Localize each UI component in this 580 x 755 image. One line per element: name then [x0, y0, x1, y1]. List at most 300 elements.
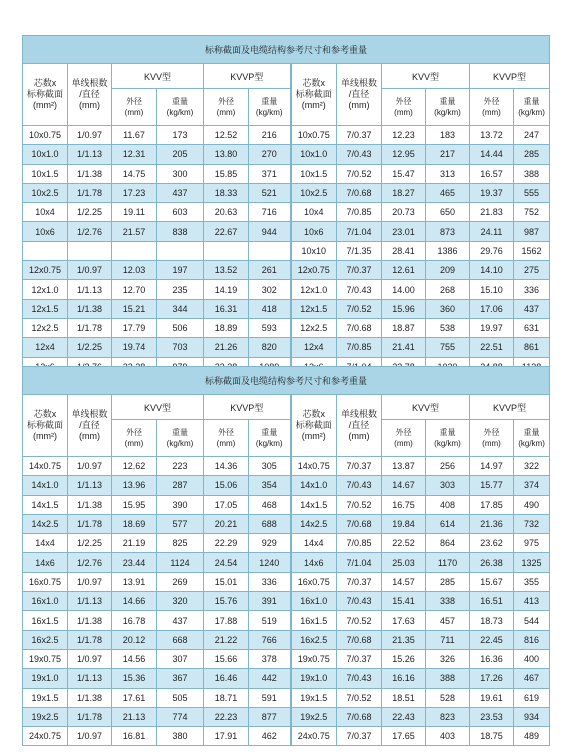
table-cell: 19.97 [470, 318, 514, 337]
table-cell: 12x1.0 [23, 280, 68, 299]
table-cell: 10x2.5 [291, 183, 337, 202]
table-cell: 13.52 [204, 261, 249, 280]
table-cell: 378 [249, 649, 291, 668]
table-cell: 285 [426, 572, 470, 591]
table-cell: 322 [514, 457, 550, 476]
table-cell: 1/0.97 [68, 261, 112, 280]
table-cell: 19x0.75 [291, 649, 337, 668]
table-cell: 1/2.76 [68, 553, 112, 572]
table-cell: 16x0.75 [291, 572, 337, 591]
table-cell: 173 [157, 126, 204, 145]
table-cell: 14x2.5 [291, 514, 337, 533]
table-cell: 14x0.75 [291, 457, 337, 476]
table-cell: 14x6 [291, 553, 337, 572]
table-cell: 19x1.0 [23, 669, 68, 688]
table-cell: 21.22 [204, 630, 249, 649]
table-cell: 873 [426, 222, 470, 241]
table-cell: 755 [426, 338, 470, 357]
table-cell: 929 [249, 534, 291, 553]
table-cell: 774 [157, 707, 204, 726]
table-row [23, 299, 550, 318]
table-cell: 16.36 [470, 649, 514, 668]
col-header-weight: 重量 (kg/km) [157, 89, 204, 126]
table-cell: 367 [157, 669, 204, 688]
table-cell: 287 [157, 476, 204, 495]
table-cell: 650 [426, 203, 470, 222]
table-cell: 24x0.75 [23, 727, 68, 746]
table-cell: 1/1.38 [68, 611, 112, 630]
table-cell: 14.10 [470, 261, 514, 280]
table-cell: 14.57 [382, 572, 426, 591]
table-cell: 7/0.52 [337, 611, 382, 630]
table-cell: 17.06 [470, 299, 514, 318]
table-cell: 1562 [514, 241, 550, 260]
table-cell: 7/0.37 [337, 727, 382, 746]
table-cell: 12.23 [382, 126, 426, 145]
table-cell: 7/0.52 [337, 164, 382, 183]
table-cell: 10x0.75 [23, 126, 68, 145]
table-cell: 19.61 [470, 688, 514, 707]
table-cell: 14.00 [382, 280, 426, 299]
table-cell: 217 [426, 145, 470, 164]
table-cell: 437 [157, 611, 204, 630]
table-cell: 944 [249, 222, 291, 241]
table-cell: 16.31 [204, 299, 249, 318]
table-row [23, 476, 550, 495]
table-cell: 15.01 [204, 572, 249, 591]
table-cell: 555 [514, 183, 550, 202]
table-cell: 467 [514, 669, 550, 688]
table-cell: 17.61 [112, 688, 157, 707]
table-cell: 18.87 [382, 318, 426, 337]
table-cell: 12x1.0 [291, 280, 337, 299]
col-header-cores: 芯数x 标称截面 (mm²) [291, 64, 337, 126]
table-row [23, 669, 550, 688]
table-cell: 22.52 [382, 534, 426, 553]
table-cell: 1/1.13 [68, 592, 112, 611]
table-row [23, 261, 550, 280]
table-cell: 256 [426, 457, 470, 476]
table-cell: 18.27 [382, 183, 426, 202]
table-cell: 17.23 [112, 183, 157, 202]
table-cell: 7/0.43 [337, 669, 382, 688]
table-cell: 15.21 [112, 299, 157, 318]
table-cell: 603 [157, 203, 204, 222]
table-cell: 7/0.37 [337, 126, 382, 145]
table-cell: 593 [249, 318, 291, 337]
table-cell: 1/0.97 [68, 727, 112, 746]
table-cell: 300 [157, 164, 204, 183]
table-cell: 16.57 [470, 164, 514, 183]
table-cell: 22.45 [470, 630, 514, 649]
table-cell: 1/1.38 [68, 299, 112, 318]
table-cell: 336 [514, 280, 550, 299]
table-cell: 15.96 [382, 299, 426, 318]
table-cell: 10x10 [291, 241, 337, 260]
table-cell: 19x1.0 [291, 669, 337, 688]
table-cell: 1/1.78 [68, 183, 112, 202]
table-cell: 10x1.0 [291, 145, 337, 164]
table-row [23, 126, 550, 145]
table-cell: 1/2.25 [68, 338, 112, 357]
table-cell: 22.51 [470, 338, 514, 357]
table-cell: 7/0.68 [337, 707, 382, 726]
table-cell: 614 [426, 514, 470, 533]
col-header-od: 外径 (mm) [204, 420, 249, 457]
table-cell [68, 241, 112, 260]
table-cell: 752 [514, 203, 550, 222]
table-cell: 14.44 [470, 145, 514, 164]
table-cell: 16x1.0 [291, 592, 337, 611]
table-cell: 1/1.13 [68, 669, 112, 688]
table-cell: 12x0.75 [23, 261, 68, 280]
group-header-kvvp: KVVP型 [204, 395, 291, 420]
table-row [23, 145, 550, 164]
table-cell: 820 [249, 338, 291, 357]
table-cell: 1/1.13 [68, 280, 112, 299]
table-cell: 15.76 [204, 592, 249, 611]
col-header-wire: 单线根数 /直径 (mm) [68, 395, 112, 457]
table-cell: 19x2.5 [23, 707, 68, 726]
table-cell: 13.91 [112, 572, 157, 591]
table-cell: 457 [426, 611, 470, 630]
table-cell: 374 [514, 476, 550, 495]
table-cell: 21.36 [470, 514, 514, 533]
col-header-weight: 重量 (kg/km) [426, 89, 470, 126]
table-row [23, 241, 550, 260]
table-row [23, 222, 550, 241]
table-cell: 305 [249, 457, 291, 476]
table-cell: 16.51 [470, 592, 514, 611]
table-cell: 7/0.52 [337, 495, 382, 514]
group-header-kvv: KVV型 [112, 64, 204, 89]
table-cell: 12.95 [382, 145, 426, 164]
table-cell: 465 [426, 183, 470, 202]
table-cell: 10x6 [23, 222, 68, 241]
table-cell: 14.75 [112, 164, 157, 183]
table-cell: 14x2.5 [23, 514, 68, 533]
table-cell: 505 [157, 688, 204, 707]
table-cell: 320 [157, 592, 204, 611]
table-cell: 183 [426, 126, 470, 145]
table-cell: 14x6 [23, 553, 68, 572]
table-cell: 16x0.75 [23, 572, 68, 591]
table-cell: 7/0.85 [337, 203, 382, 222]
table-cell: 22.67 [204, 222, 249, 241]
table-cell: 18.51 [382, 688, 426, 707]
table-cell: 23.44 [112, 553, 157, 572]
table-cell: 17.05 [204, 495, 249, 514]
table-cell: 18.69 [112, 514, 157, 533]
table-cell: 17.88 [204, 611, 249, 630]
table-row [23, 280, 550, 299]
table-row [23, 338, 550, 357]
table-cell: 544 [514, 611, 550, 630]
table-cell: 16x1.0 [23, 592, 68, 611]
table-cell: 223 [157, 457, 204, 476]
table-row [23, 688, 550, 707]
table-cell: 14x4 [23, 534, 68, 553]
table-cell: 1/1.78 [68, 318, 112, 337]
table-cell: 14.19 [204, 280, 249, 299]
table-cell: 7/0.68 [337, 183, 382, 202]
table-cell: 732 [514, 514, 550, 533]
table-cell: 1386 [426, 241, 470, 260]
table-cell: 21.41 [382, 338, 426, 357]
table-cell: 14x4 [291, 534, 337, 553]
table-cell: 816 [514, 630, 550, 649]
table-cell: 261 [249, 261, 291, 280]
group-header-kvv: KVV型 [382, 395, 470, 420]
table-cell: 489 [514, 727, 550, 746]
table-cell: 16x2.5 [291, 630, 337, 649]
table-cell: 14x0.75 [23, 457, 68, 476]
table-cell: 19x0.75 [23, 649, 68, 668]
table-cell: 354 [249, 476, 291, 495]
table-cell: 7/0.68 [337, 514, 382, 533]
table-cell: 1/1.38 [68, 688, 112, 707]
col-header-weight: 重量 (kg/km) [249, 89, 291, 126]
table-cell: 13.72 [470, 126, 514, 145]
table-cell: 987 [514, 222, 550, 241]
table-body [23, 126, 550, 377]
table-cell: 336 [249, 572, 291, 591]
table-cell: 688 [249, 514, 291, 533]
table-cell: 13.96 [112, 476, 157, 495]
table-cell: 7/0.85 [337, 338, 382, 357]
table-cell: 24x0.75 [291, 727, 337, 746]
table-cell: 17.85 [470, 495, 514, 514]
col-header-od: 外径 (mm) [470, 420, 514, 457]
table-cell: 17.63 [382, 611, 426, 630]
table-cell: 716 [249, 203, 291, 222]
table-cell: 7/0.43 [337, 280, 382, 299]
table-cell: 380 [157, 727, 204, 746]
table-cell: 10x4 [23, 203, 68, 222]
table-cell: 1/2.25 [68, 534, 112, 553]
table-cell: 864 [426, 534, 470, 553]
table-cell: 19.37 [470, 183, 514, 202]
table-cell: 216 [249, 126, 291, 145]
table-cell: 7/1.35 [337, 241, 382, 260]
table-cell: 7/0.52 [337, 688, 382, 707]
table-cell: 7/0.37 [337, 649, 382, 668]
table-cell: 1/2.25 [68, 203, 112, 222]
table-cell: 16x1.5 [23, 611, 68, 630]
col-header-od: 外径 (mm) [204, 89, 249, 126]
table-cell: 21.26 [204, 338, 249, 357]
table-cell: 22.29 [204, 534, 249, 553]
table-row [23, 630, 550, 649]
table-row [23, 514, 550, 533]
table-cell: 23.62 [470, 534, 514, 553]
table-cell: 1/0.97 [68, 572, 112, 591]
table-cell: 15.47 [382, 164, 426, 183]
table-cell: 326 [426, 649, 470, 668]
table-cell: 838 [157, 222, 204, 241]
table-cell: 18.71 [204, 688, 249, 707]
col-header-cores: 芯数x 标称截面 (mm²) [23, 395, 68, 457]
col-header-weight: 重量 (kg/km) [157, 420, 204, 457]
table-cell: 12x4 [23, 338, 68, 357]
table-cell: 10x6 [291, 222, 337, 241]
table-cell: 766 [249, 630, 291, 649]
table-cell: 20.73 [382, 203, 426, 222]
table-cell: 7/0.43 [337, 476, 382, 495]
table-cell: 413 [514, 592, 550, 611]
table-cell: 285 [514, 145, 550, 164]
table-cell: 519 [249, 611, 291, 630]
table-cell: 12.61 [382, 261, 426, 280]
table-body [23, 457, 550, 746]
table-cell: 17.91 [204, 727, 249, 746]
table-cell: 7/0.68 [337, 318, 382, 337]
table-cell: 10x1.5 [23, 164, 68, 183]
table-cell: 14.67 [382, 476, 426, 495]
col-header-weight: 重量 (kg/km) [426, 420, 470, 457]
table-cell [249, 241, 291, 260]
table-cell: 10x4 [291, 203, 337, 222]
table-cell: 19.74 [112, 338, 157, 357]
table-row [23, 727, 550, 746]
table-cell: 577 [157, 514, 204, 533]
table-cell: 7/1.04 [337, 553, 382, 572]
table-cell: 400 [514, 649, 550, 668]
table-cell: 19.11 [112, 203, 157, 222]
table-cell [204, 241, 249, 260]
table-cell: 25.03 [382, 553, 426, 572]
col-header-od: 外径 (mm) [112, 420, 157, 457]
col-header-wire: 单线根数 /直径 (mm) [337, 64, 382, 126]
table-cell: 15.06 [204, 476, 249, 495]
table-cell: 7/0.52 [337, 299, 382, 318]
table-title: 标称截面及电缆结构参考尺寸和参考重量 [23, 36, 550, 64]
table-cell: 877 [249, 707, 291, 726]
table-cell: 437 [514, 299, 550, 318]
table-cell: 12x4 [291, 338, 337, 357]
table-cell: 391 [249, 592, 291, 611]
table-cell: 1/2.76 [68, 222, 112, 241]
table-cell: 18.75 [470, 727, 514, 746]
table-cell: 10x1.5 [291, 164, 337, 183]
table-cell: 12x0.75 [291, 261, 337, 280]
table-cell: 17.26 [470, 669, 514, 688]
table-cell: 1/1.13 [68, 476, 112, 495]
table-cell: 823 [426, 707, 470, 726]
group-header-kvv: KVV型 [112, 395, 204, 420]
table-cell: 14x1.5 [291, 495, 337, 514]
table-cell: 1325 [514, 553, 550, 572]
table-cell: 711 [426, 630, 470, 649]
table-cell: 1124 [157, 553, 204, 572]
table-cell: 7/1.04 [337, 222, 382, 241]
table-cell: 22.43 [382, 707, 426, 726]
table-cell: 12x2.5 [291, 318, 337, 337]
table-cell: 275 [514, 261, 550, 280]
table-row [23, 707, 550, 726]
table-row [23, 457, 550, 476]
col-header-weight: 重量 (kg/km) [249, 420, 291, 457]
col-header-weight: 重量 (kg/km) [514, 89, 550, 126]
table-cell: 21.35 [382, 630, 426, 649]
table-cell: 20.12 [112, 630, 157, 649]
table-cell: 408 [426, 495, 470, 514]
table-cell: 313 [426, 164, 470, 183]
table-cell: 197 [157, 261, 204, 280]
col-header-od: 外径 (mm) [382, 420, 426, 457]
table-cell: 14.56 [112, 649, 157, 668]
table-cell: 28.41 [382, 241, 426, 260]
table-cell: 307 [157, 649, 204, 668]
table-cell: 15.10 [470, 280, 514, 299]
table-cell: 16.46 [204, 669, 249, 688]
table-cell: 7/0.68 [337, 630, 382, 649]
col-header-weight: 重量 (kg/km) [514, 420, 550, 457]
table-cell: 10x2.5 [23, 183, 68, 202]
table-cell: 1/1.38 [68, 164, 112, 183]
table-cell: 15.41 [382, 592, 426, 611]
table-cell: 235 [157, 280, 204, 299]
table-cell: 10x0.75 [291, 126, 337, 145]
table-cell: 20.63 [204, 203, 249, 222]
table-cell: 15.67 [470, 572, 514, 591]
table-cell: 16.78 [112, 611, 157, 630]
table-cell: 19x1.5 [291, 688, 337, 707]
table-cell: 16.75 [382, 495, 426, 514]
table-cell: 12.03 [112, 261, 157, 280]
table-cell: 18.89 [204, 318, 249, 337]
col-header-cores: 芯数x 标称截面 (mm²) [291, 395, 337, 457]
table-cell: 270 [249, 145, 291, 164]
table-cell: 7/0.37 [337, 261, 382, 280]
table-cell: 16.81 [112, 727, 157, 746]
table-cell: 7/0.43 [337, 145, 382, 164]
table-cell: 631 [514, 318, 550, 337]
table-cell: 442 [249, 669, 291, 688]
table-cell: 975 [514, 534, 550, 553]
table-cell: 14.66 [112, 592, 157, 611]
table-cell: 1/0.97 [68, 457, 112, 476]
table-cell: 490 [514, 495, 550, 514]
table-cell [23, 241, 68, 260]
table-cell: 15.36 [112, 669, 157, 688]
table-cell: 14x1.0 [291, 476, 337, 495]
table-cell: 861 [514, 338, 550, 357]
table-cell: 1/1.78 [68, 707, 112, 726]
table-cell: 591 [249, 688, 291, 707]
table-row [23, 611, 550, 630]
table-row [23, 495, 550, 514]
table-cell: 23.01 [382, 222, 426, 241]
table-cell: 15.85 [204, 164, 249, 183]
col-header-cores: 芯数x 标称截面 (mm²) [23, 64, 68, 126]
table-cell: 7/0.85 [337, 534, 382, 553]
table-cell: 12.31 [112, 145, 157, 164]
table-cell: 16x1.5 [291, 611, 337, 630]
table-cell: 18.73 [470, 611, 514, 630]
table-cell: 268 [426, 280, 470, 299]
group-header-kvv: KVV型 [382, 64, 470, 89]
table-cell: 17.79 [112, 318, 157, 337]
table-cell: 344 [157, 299, 204, 318]
table-row [23, 318, 550, 337]
table-cell: 668 [157, 630, 204, 649]
table-cell: 302 [249, 280, 291, 299]
table-cell: 1/0.97 [68, 649, 112, 668]
table-row [23, 183, 550, 202]
table-cell: 209 [426, 261, 470, 280]
table-cell: 24.54 [204, 553, 249, 572]
